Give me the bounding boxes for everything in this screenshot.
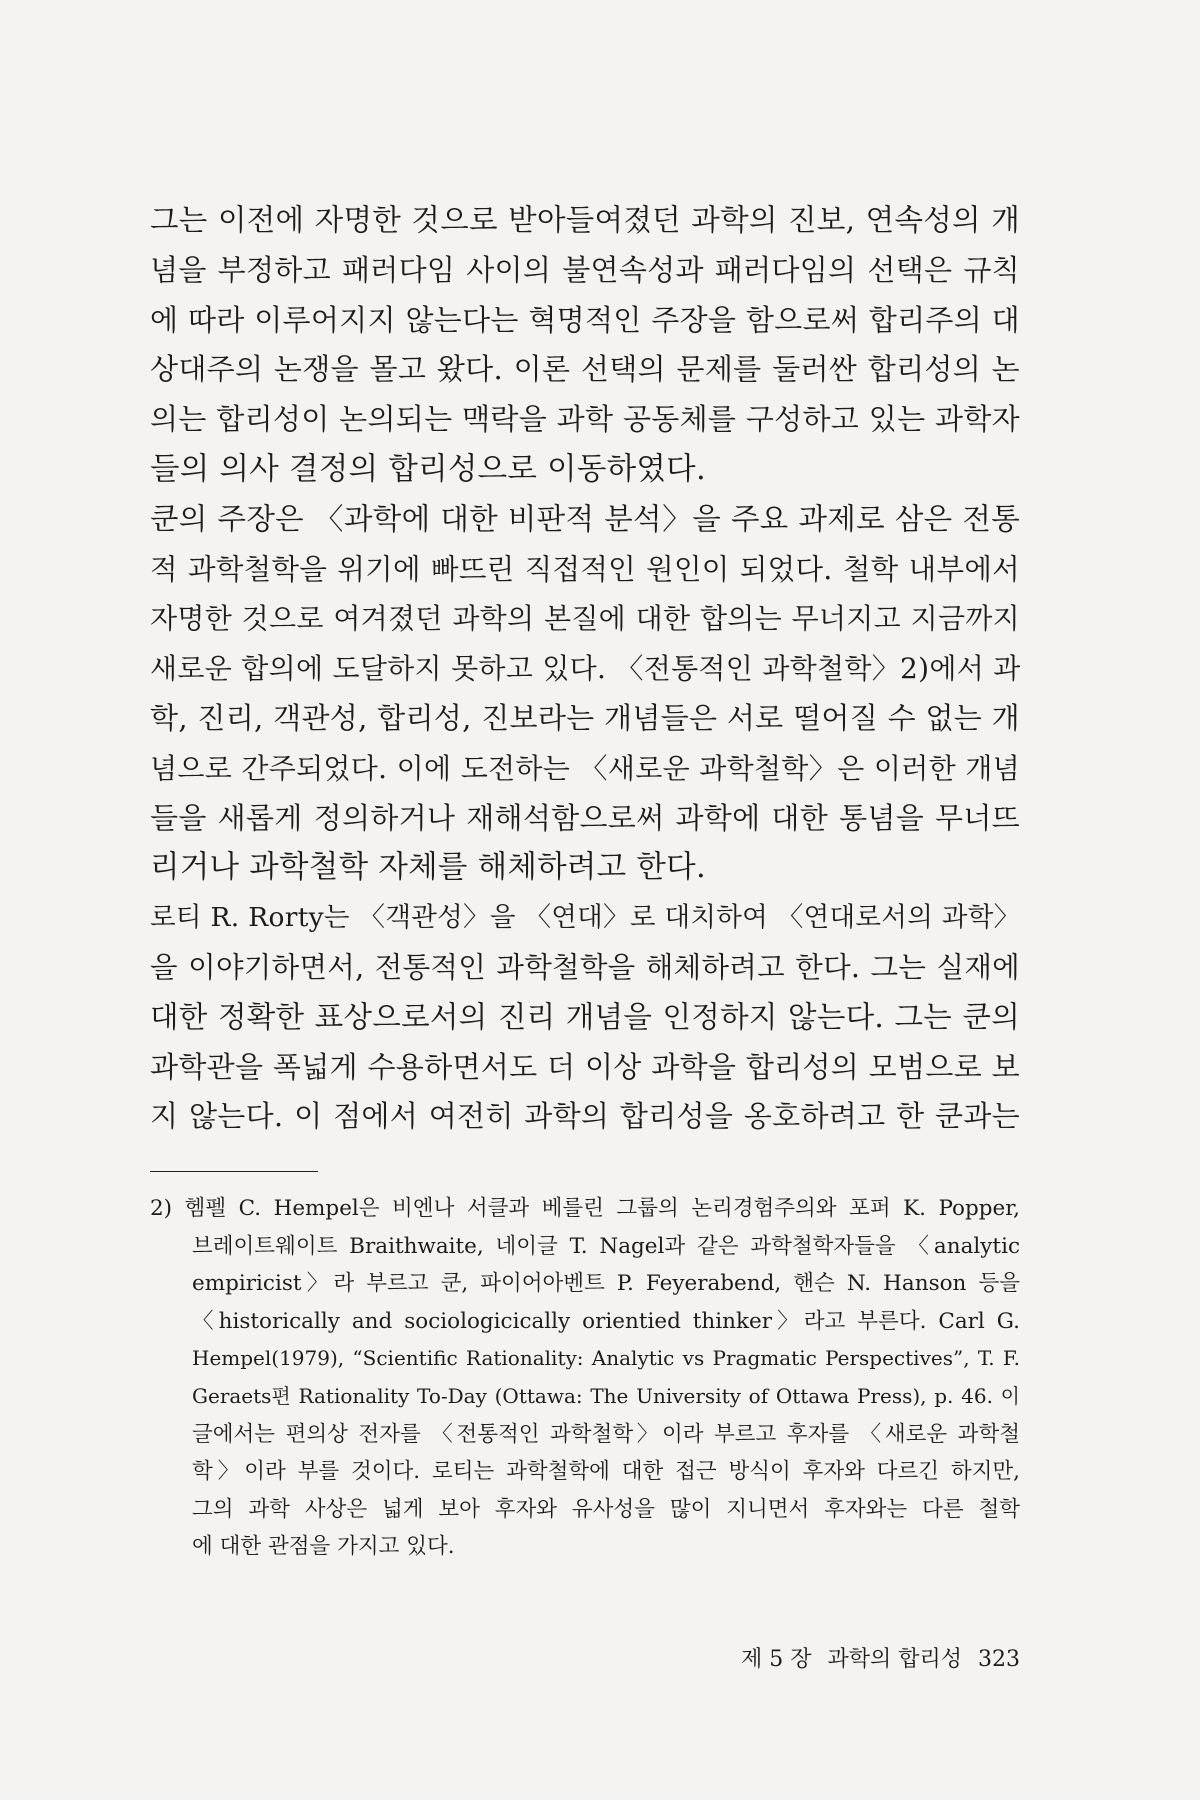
footnote-line: empiricist〉라 부르고 쿤, 파이어아벤트 P. Feyerabend, 핸슨 N. Hanson 등을 bbox=[192, 1271, 1020, 1297]
body-line: 지 않는다. 이 점에서 여전히 과학의 합리성을 옹호하려고 한 쿤과는 bbox=[150, 1099, 1020, 1134]
body-line: 들의 의사 결정의 합리성으로 이동하였다. bbox=[150, 451, 706, 487]
body-line: 과학관을 폭넓게 수용하면서도 더 이상 과학을 합리성의 모범으로 보 bbox=[150, 1049, 1020, 1084]
body-line: 쿤의 주장은 〈과학에 대한 비판적 분석〉을 주요 과제로 삼은 전통 bbox=[150, 501, 1020, 536]
body-line: 적 과학철학을 위기에 빠뜨린 직접적인 원인이 되었다. 철학 내부에서 bbox=[150, 552, 1020, 586]
footnote-line: 그의 과학 사상은 넓게 보아 후자와 유사성을 많이 지니면서 후자와는 다른 철학 bbox=[192, 1496, 1020, 1522]
body-line: 에 따라 이루어지지 않는다는 혁명적인 주장을 함으로써 합리주의 대 bbox=[150, 302, 1020, 337]
footnote-line: Geraets편 Rationality To-Day (Ottawa: The University of Ottawa Press), p. 46. 이 bbox=[192, 1383, 1020, 1408]
chapter-label: 제 5 장 bbox=[740, 1647, 812, 1672]
body-line: 자명한 것으로 여겨졌던 과학의 본질에 대한 합의는 무너지고 지금까지 bbox=[150, 602, 1020, 636]
footnote-line: 2) 헴펠 C. Hempel은 비엔나 서클과 베를린 그룹의 논리경험주의와 포퍼 K. Popper, bbox=[150, 1196, 1020, 1221]
body-line: 리거나 과학철학 자체를 해체하려고 한다. bbox=[150, 850, 706, 886]
footnote-line: 글에서는 편의상 전자를 〈전통적인 과학철학〉이라 부르고 후자를 〈새로운 과학철 bbox=[192, 1421, 1020, 1447]
body-line: 학, 진리, 객관성, 합리성, 진보라는 개념들은 서로 떨어질 수 없는 개 bbox=[150, 700, 1020, 735]
body-text bbox=[150, 196, 1020, 1142]
body-line: 상대주의 논쟁을 몰고 왔다. 이론 선택의 문제를 둘러싼 합리성의 논 bbox=[150, 352, 1020, 387]
body-line: 의는 합리성이 논의되는 맥락을 과학 공동체를 구성하고 있는 과학자 bbox=[150, 402, 1020, 437]
body-line: 들을 새롭게 정의하거나 재해석함으로써 과학에 대한 통념을 무너뜨 bbox=[150, 800, 1020, 835]
footnote-line: 학〉이라 부를 것이다. 로티는 과학철학에 대한 접근 방식이 후자와 다르긴 하지만, bbox=[192, 1459, 1020, 1485]
footnote bbox=[150, 1190, 1020, 1566]
footnote-line: Hempel(1979), “Scientific Rationality: Analytic vs Pragmatic Perspectives”, T. F. bbox=[192, 1346, 1020, 1371]
body-line: 그는 이전에 자명한 것으로 받아들여졌던 과학의 진보, 연속성의 개 bbox=[150, 203, 1020, 237]
footnote-line: 〈historically and sociologicically orientied thinker〉라고 부른다. Carl G. bbox=[192, 1308, 1020, 1334]
page-number: 323 bbox=[978, 1647, 1020, 1672]
running-footer bbox=[741, 1645, 1020, 1675]
body-line: 념을 부정하고 패러다임 사이의 불연속성과 패러다임의 선택은 규칙 bbox=[150, 252, 1020, 287]
footnote-line: 에 대한 관점을 가지고 있다. bbox=[192, 1534, 455, 1560]
body-line: 을 이야기하면서, 전통적인 과학철학을 해체하려고 한다. 그는 실재에 bbox=[150, 950, 1020, 984]
footnote-separator bbox=[150, 1171, 318, 1172]
chapter-title: 과학의 합리성 bbox=[827, 1647, 962, 1672]
footnote-line: 브레이트웨이트 Braithwaite, 네이글 T. Nagel과 같은 과학철학자들을 〈analytic bbox=[192, 1233, 1020, 1259]
body-line: 대한 정확한 표상으로서의 진리 개념을 인정하지 않는다. 그는 쿤의 bbox=[150, 999, 1020, 1034]
body-line: 념으로 간주되었다. 이에 도전하는 〈새로운 과학철학〉은 이러한 개념 bbox=[150, 751, 1020, 785]
body-line: 새로운 합의에 도달하지 못하고 있다. 〈전통적인 과학철학〉2)에서 과 bbox=[150, 652, 1021, 686]
body-line: 로티 R. Rorty는 〈객관성〉을 〈연대〉로 대치하여 〈연대로서의 과학〉 bbox=[150, 902, 1021, 934]
